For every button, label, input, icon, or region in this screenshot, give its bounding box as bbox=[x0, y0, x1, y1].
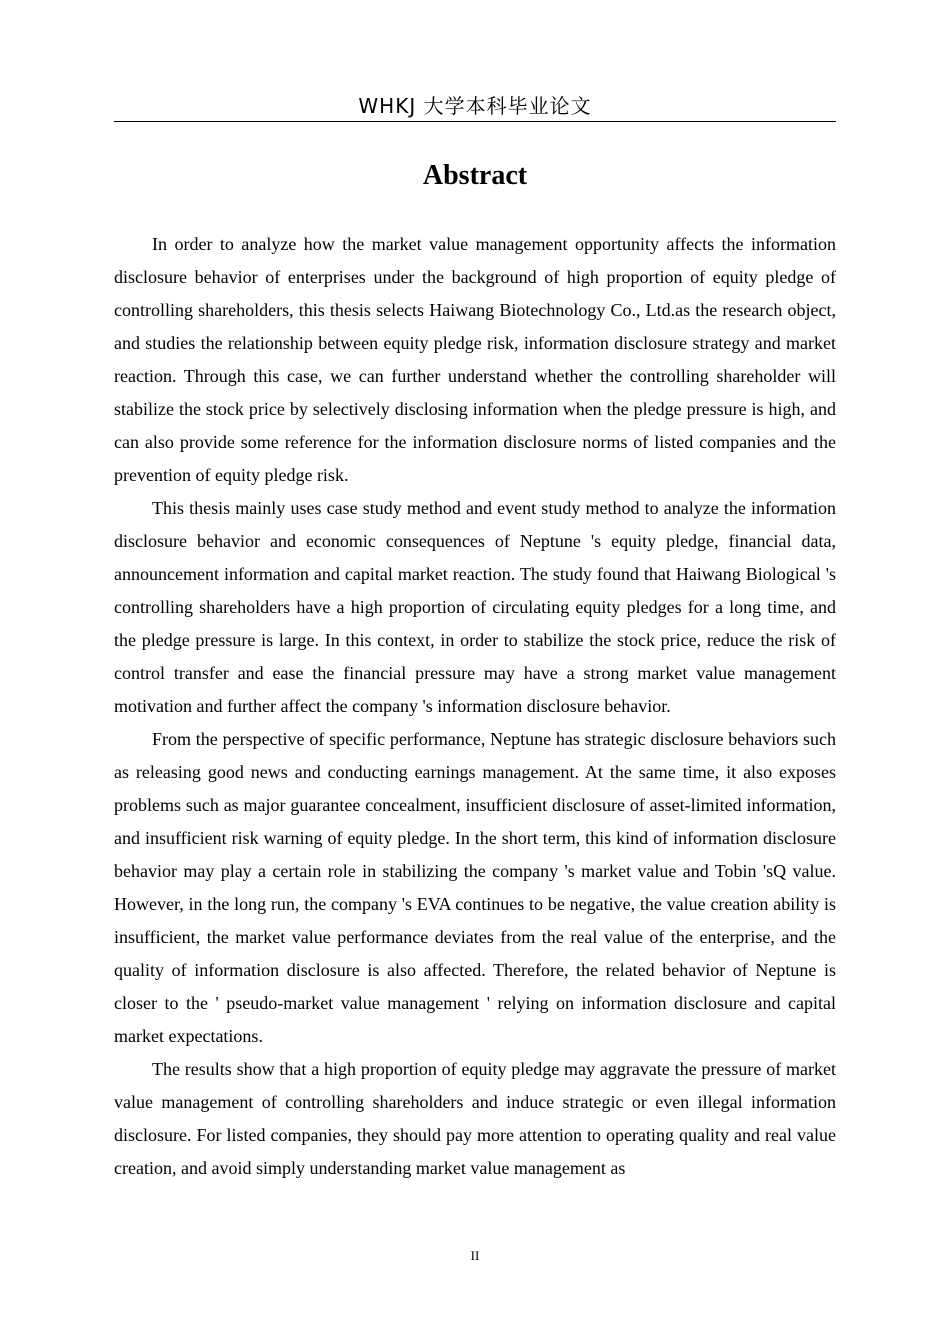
abstract-paragraph-4: The results show that a high proportion of equity pledge may aggravate the pressure of market value management of controlling shareholders and induce strategic or even illegal information disclosure. For listed companies, they should pay more attention to operating quality and real value creation, and avoid simply understanding market value management as bbox=[114, 1059, 836, 1178]
abstract-paragraph-3: From the perspective of specific performance, Neptune has strategic disclosure behaviors such as releasing good news and conducting earnings management. At the same time, it also exposes problems such as major guarantee concealment, insufficient disclosure of asset-limited information, and insufficient risk warning of equity pledge. In the short term, this kind of information disclosure behavior may play a certain role in stabilizing the company 's market value and Tobin 'sQ value. However, in the long run, the company 's EVA continues to be negative, the value creation ability is insufficient, the market value performance deviates from the real value of the enterprise, and the quality of information disclosure is also affected. Therefore, the related behavior of Neptune is closer to the ' pseudo-market value management ' relying on information disclosure and capital market expectations. bbox=[114, 729, 836, 1046]
abstract-title: Abstract bbox=[422, 160, 528, 191]
abstract-paragraph-2: This thesis mainly uses case study method and event study method to analyze the information disclosure behavior and economic consequences of Neptune 's equity pledge, financial data, announcement information and capital market reaction. The study found that Haiwang Biological 's controlling shareholders have a high proportion of circulating equity pledges for a long time, and the pledge pressure is large. In this context, in order to stabilize the stock price, reduce the risk of control transfer and ease the financial pressure may have a strong market value management motivation and further affect the company 's information disclosure behavior. bbox=[114, 498, 836, 716]
running-header: WHKJ 大学本科毕业论文 bbox=[358, 94, 592, 118]
header-divider bbox=[114, 121, 836, 122]
page-number: II bbox=[470, 1248, 480, 1263]
abstract-body bbox=[114, 228, 836, 1185]
abstract-paragraph-1: In order to analyze how the market value management opportunity affects the information disclosure behavior of enterprises under the background of high proportion of equity pledge of controlling shareholders, this thesis selects Haiwang Biotechnology Co., Ltd.as the research object, and studies the relationship between equity pledge risk, information disclosure strategy and market reaction. Through this case, we can further understand whether the controlling shareholder will stabilize the stock price by selectively disclosing information when the pledge pressure is high, and can also provide some reference for the information disclosure norms of listed companies and the prevention of equity pledge risk. bbox=[114, 234, 836, 485]
